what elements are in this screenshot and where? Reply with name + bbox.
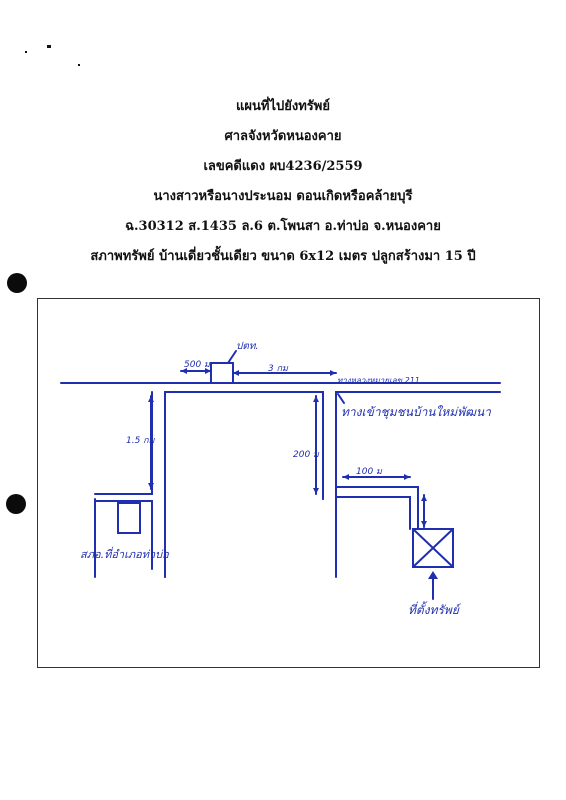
dist-side-road-label: 200 ม: [293, 450, 319, 460]
arrowhead: [148, 483, 154, 489]
pump-station-label: ปตท.: [236, 341, 259, 352]
document-title: แผนที่ไปยังทรัพย์: [236, 99, 330, 114]
map-drawing: [38, 299, 541, 669]
property-label: ที่ตั้งทรัพย์: [408, 603, 459, 617]
dist-main-road-label: 3 กม: [268, 364, 288, 374]
arrowhead: [421, 495, 427, 501]
title-deed-info: ฉ.30312 ส.1435 ล.6 ต.โพนสา อ.ท่าบ่อ จ.หนองคาย: [125, 219, 441, 234]
district-office-label: สภอ.ที่อำเภอท่าบ่อ: [80, 548, 169, 561]
dist-pump-label: 500 ม: [184, 360, 210, 370]
scan-speck: [25, 51, 27, 53]
punch-hole-top: [7, 273, 27, 293]
arrowhead: [148, 396, 154, 402]
arrowhead: [313, 488, 319, 494]
arrowhead: [313, 396, 319, 402]
lane-top-line: [336, 487, 418, 529]
dist-lane-label: 100 ม: [356, 467, 382, 477]
district-office-building: [118, 503, 140, 533]
arrowhead: [404, 474, 410, 480]
scan-speck: [78, 64, 80, 66]
dist-left-road-label: 1.5 กม: [126, 436, 155, 446]
document-header: [0, 92, 566, 272]
side-road-label: ทางเข้าชุมชนบ้านใหม่พัฒนา: [341, 405, 491, 419]
pump-station-box: [211, 363, 233, 383]
arrowhead: [343, 474, 349, 480]
property-condition: สภาพทรัพย์ บ้านเดี่ยวชั้นเดียว ขนาด 6x12 เมตร ปลูกสร้างมา 15 ปี: [90, 249, 476, 264]
scan-speck: [47, 45, 51, 48]
main-road-label: ทางหลวงหมายเลข 211: [337, 376, 420, 385]
main-road-bottom-mid: [165, 392, 323, 577]
defendant-name: นางสาวหรือนางประนอม ดอนเกิดหรือคล้ายบุรี: [153, 189, 413, 204]
lane-bottom-line: [336, 497, 410, 529]
pump-leader: [228, 351, 236, 363]
punch-hole-bottom: [6, 494, 26, 514]
side-road-leader: [338, 394, 344, 403]
arrowhead: [330, 370, 336, 376]
court-name: ศาลจังหวัดหนองคาย: [224, 129, 342, 144]
case-number: เลขคดีแดง ผบ4236/2559: [203, 159, 363, 174]
arrowhead: [428, 571, 438, 579]
property-map: [37, 298, 540, 668]
arrowhead: [421, 521, 427, 527]
